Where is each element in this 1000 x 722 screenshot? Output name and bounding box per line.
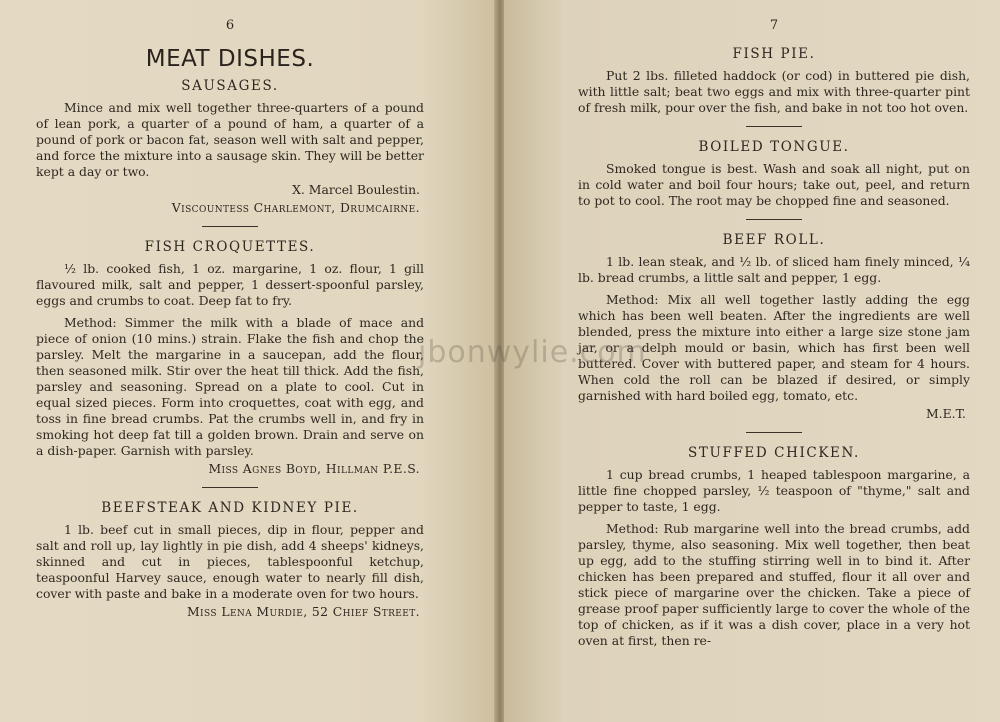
- recipe-title-boiled-tongue: BOILED TONGUE.: [698, 139, 850, 155]
- recipe-ingredients-stuffed-chicken: 1 cup bread crumbs, 1 heaped tablespoon margarine, a little fine chopped parsley, ½ teaspoon of "thyme," salt and pepper to taste, 1 egg.: [578, 467, 970, 514]
- watermark: jbonwylie.com: [418, 335, 647, 370]
- signature-boyd: Miss Agnes Boyd, Hillman P.E.S.: [208, 461, 420, 476]
- left-page: [0, 0, 496, 722]
- signature-charlemont: Viscountess Charlemont, Drumcairne.: [171, 200, 420, 215]
- recipe-title-fish-pie: FISH PIE.: [732, 46, 816, 62]
- recipe-method-beef-roll: Method: Mix all well together lastly adding the egg which has been well beaten. After the ingredients are well blended, press the mixture into either a large size stone jam jar, or a delph mould or basin, which has first been well buttered. Cover with buttered paper, and steam for 4 hours. When cold the roll can be blazed if desired, or simply garnished with hard boiled egg, tomato, etc.: [578, 292, 970, 403]
- chapter-title: MEAT DISHES.: [145, 46, 315, 72]
- recipe-title-beef-roll: BEEF ROLL.: [722, 232, 826, 248]
- section-divider: [202, 226, 258, 227]
- section-divider: [202, 487, 258, 488]
- recipe-body-beefsteak-pie: 1 lb. beef cut in small pieces, dip in flour, pepper and salt and roll up, lay lightly in pie dish, add 4 sheeps' kidneys, skinned and cut in pieces, tablespoonful ketchup, teaspoonful Harvey sauce, enough water to nearly fill dish, cover with paste and bake in a moderate oven for two hours.: [36, 522, 424, 601]
- recipe-title-stuffed-chicken: STUFFED CHICKEN.: [688, 445, 860, 461]
- recipe-method-stuffed-chicken: Method: Rub margarine well into the bread crumbs, add parsley, thyme, also seasoning. Mix well together, then beat up egg, add to the stuffing stirring well in to bind it. After chicken has been prepared and stuffed, flour it all over and stick piece of margarine over the chicken. Take a piece of grease proof paper sufficiently large to cover the whole of the top of chicken, as if it was a dish cover, place in a very hot oven at first, then re-: [578, 521, 970, 648]
- right-page: [504, 0, 1000, 722]
- recipe-body-boiled-tongue: Smoked tongue is best. Wash and soak all night, put on in cold water and boil four hours; take out, peel, and return to pot to cool. The root may be chopped fine and seasoned.: [578, 161, 970, 208]
- recipe-title-sausages: SAUSAGES.: [181, 78, 279, 94]
- signature-boulestin: X. Marcel Boulestin.: [292, 182, 420, 197]
- section-divider: [746, 432, 802, 433]
- recipe-body-sausages: Mince and mix well together three-quarters of a pound of lean pork, a quarter of a pound of ham, a quarter of a pound of pork or bacon fat, season well with salt and pepper, and force the mixture into a sausage skin. They will be better kept a day or two.: [36, 100, 424, 179]
- section-divider: [746, 219, 802, 220]
- signature-met: M.E.T.: [926, 406, 966, 421]
- page-number-right: 7: [769, 18, 779, 33]
- recipe-method-fish-croquettes: Method: Simmer the milk with a blade of mace and piece of onion (10 mins.) strain. Flake the fish and chop the parsley. Melt the margarine in a saucepan, add the flour, then seasoned milk. Stir over the heat till thick. Add the fish, parsley and seasoning. Spread on a plate to cool. Cut in equal sized pieces. Form into croquettes, coat with egg, and toss in fine bread crumbs. Pat the crumbs well in, and fry in smoking hot deep fat till a golden brown. Drain and serve on a dish-paper. Garnish with parsley.: [36, 315, 424, 458]
- section-divider: [746, 126, 802, 127]
- recipe-ingredients-fish-croquettes: ½ lb. cooked fish, 1 oz. margarine, 1 oz. flour, 1 gill flavoured milk, salt and pepper, 1 dessert-spoonful parsley, eggs and crumbs to coat. Deep fat to fry.: [36, 261, 424, 308]
- signature-murdie: Miss Lena Murdie, 52 Chief Street.: [186, 604, 420, 619]
- recipe-ingredients-beef-roll: 1 lb. lean steak, and ½ lb. of sliced ham finely minced, ¼ lb. bread crumbs, a little salt and pepper, 1 egg.: [578, 254, 970, 285]
- recipe-title-fish-croquettes: FISH CROQUETTES.: [144, 239, 316, 255]
- page-number-left: 6: [225, 18, 235, 33]
- recipe-body-fish-pie: Put 2 lbs. filleted haddock (or cod) in buttered pie dish, with little salt; beat two eggs and mix with three-quarter pint of fresh milk, pour over the fish, and bake in not too hot oven.: [578, 68, 970, 115]
- recipe-title-beefsteak-pie: BEEFSTEAK AND KIDNEY PIE.: [101, 500, 359, 516]
